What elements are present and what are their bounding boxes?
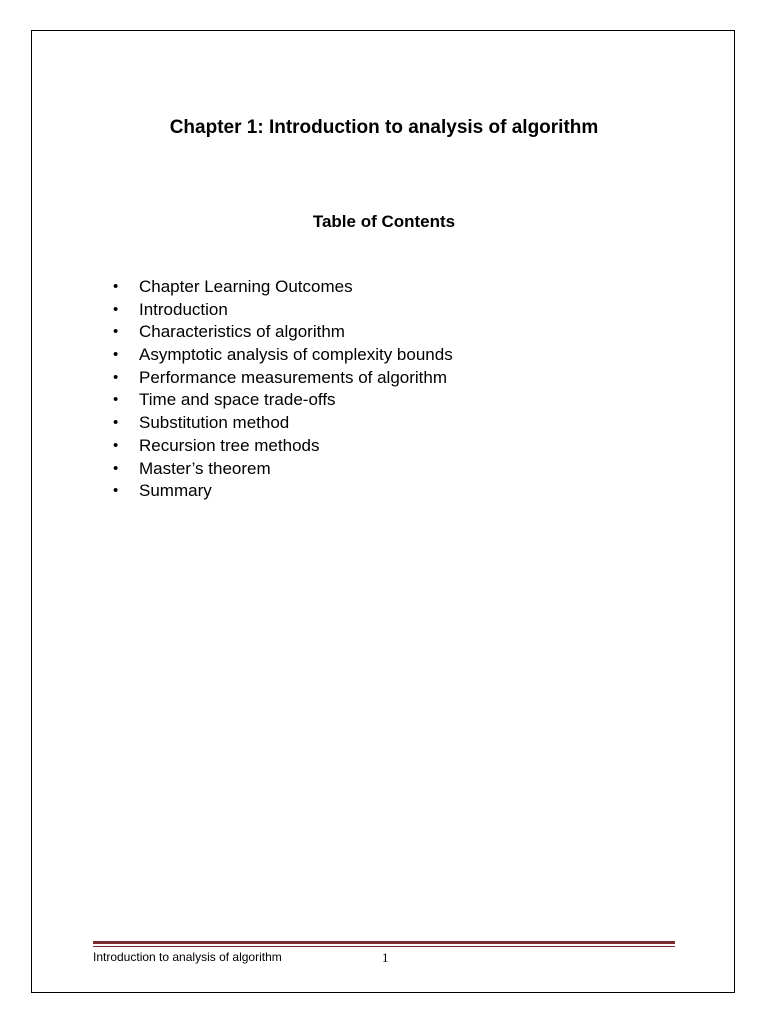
toc-item xyxy=(113,435,453,458)
bullet-icon: • xyxy=(113,346,119,364)
toc-item-label: Introduction xyxy=(139,299,228,319)
page-border xyxy=(31,30,735,993)
bullet-icon: • xyxy=(113,482,119,500)
bullet-icon: • xyxy=(113,278,119,295)
toc-item xyxy=(113,458,453,481)
toc-item-label: Summary xyxy=(139,481,212,501)
bullet-icon: • xyxy=(113,391,119,409)
bullet-icon: • xyxy=(113,300,119,318)
toc-item-label: Characteristics of algorithm xyxy=(139,322,345,342)
toc-item-label: Time and space trade-offs xyxy=(139,390,336,410)
footer-rule-thick xyxy=(93,941,675,944)
bullet-icon: • xyxy=(113,323,119,341)
toc-item-label: Performance measurements of algorithm xyxy=(139,367,448,387)
toc-item xyxy=(113,276,453,299)
toc-list xyxy=(113,276,453,503)
toc-item-label: Chapter Learning Outcomes xyxy=(139,277,353,296)
bullet-icon: • xyxy=(113,459,119,477)
bullet-icon: • xyxy=(113,368,119,386)
toc-item xyxy=(113,367,453,390)
toc-item-label: Asymptotic analysis of complexity bounds xyxy=(139,345,453,365)
footer-rule-thin xyxy=(93,946,675,947)
toc-item xyxy=(113,389,453,412)
toc-heading: Table of Contents xyxy=(312,212,456,231)
toc-item xyxy=(113,321,453,344)
toc-item xyxy=(113,480,453,503)
toc-item xyxy=(113,299,453,322)
bullet-icon: • xyxy=(113,436,119,454)
toc-item xyxy=(113,412,453,435)
toc-item xyxy=(113,344,453,367)
toc-item-label: Recursion tree methods xyxy=(139,435,320,455)
toc-item-label: Master’s theorem xyxy=(139,458,271,478)
bullet-icon: • xyxy=(113,414,119,432)
chapter-title: Chapter 1: Introduction to analysis of algorithm xyxy=(169,117,599,138)
toc-item-label: Substitution method xyxy=(139,413,290,433)
footer-title: Introduction to analysis of algorithm xyxy=(93,950,282,964)
page-number: 1 xyxy=(382,950,389,965)
